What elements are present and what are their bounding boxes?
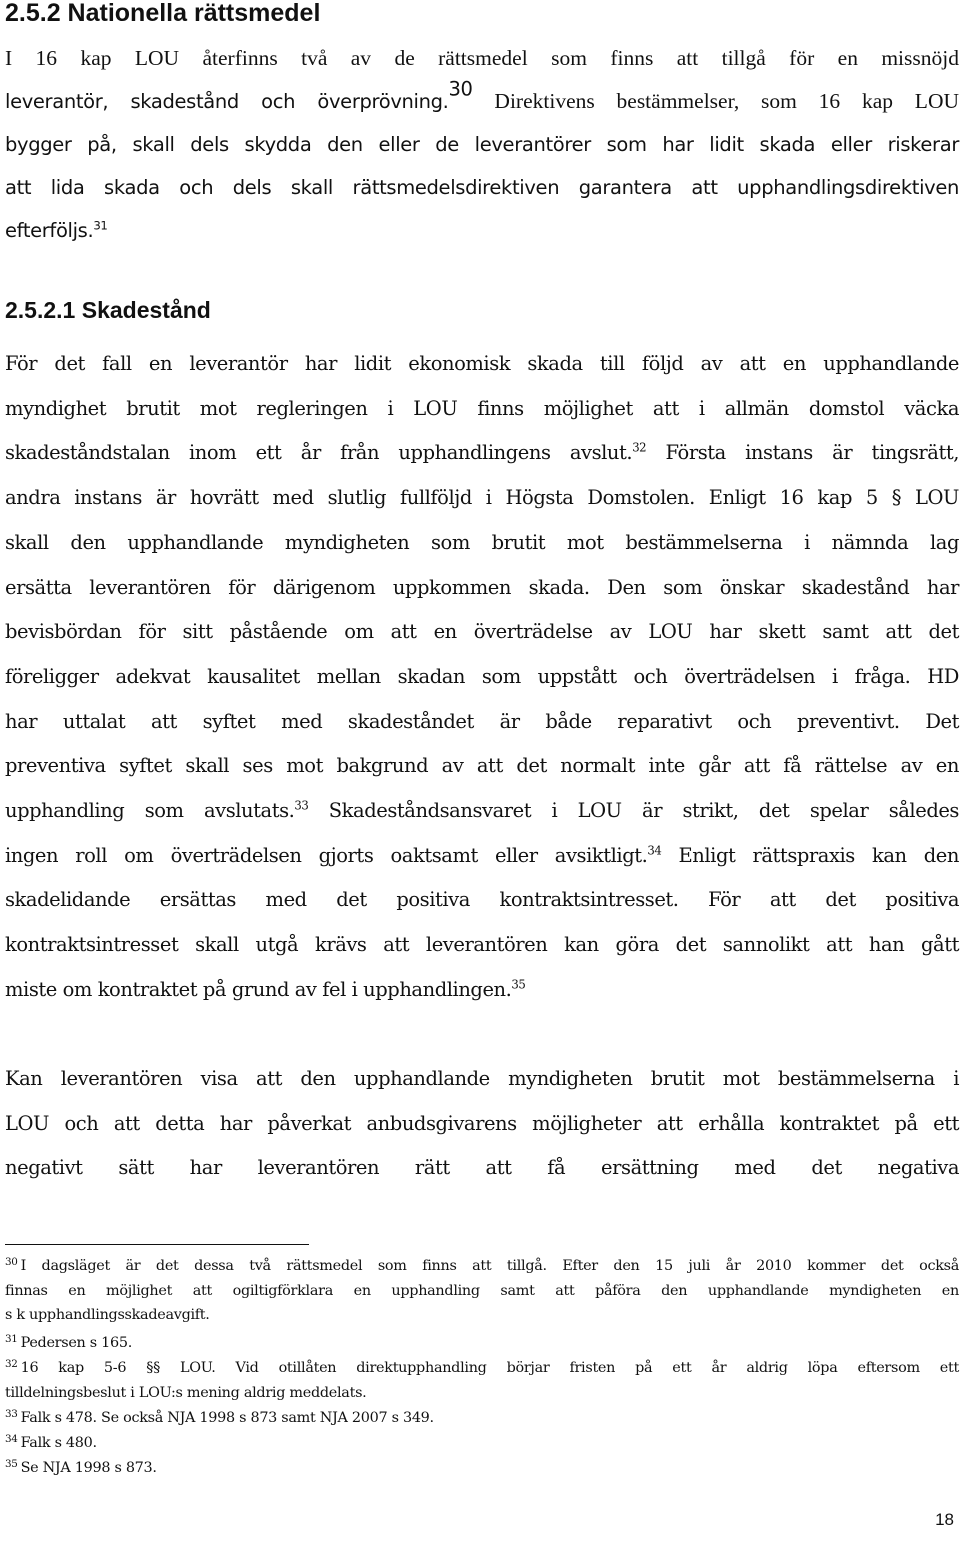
footnote-text: I dagsläget är det dessa två rättsmedel som finns att tillgå. Efter den 15 juli år 2010 kommer det också bbox=[20, 1258, 959, 1274]
footnote-ref-35[interactable]: 35 bbox=[511, 977, 526, 992]
subsection-heading: 2.5.2.1 Skadestånd bbox=[5, 297, 211, 323]
text-line: LOU och att detta har påverkat anbudsgivarens möjligheter att erhålla kontraktet på ett bbox=[5, 1111, 959, 1135]
footnote-31 bbox=[5, 1331, 959, 1356]
text-line: bevisbördan för sitt påstående om att en överträdelse av LOU har skett samt att det bbox=[5, 620, 959, 644]
text-line: andra instans är hovrätt med slutlig fullföljd i Högsta Domstolen. Enligt 16 kap 5 § LOU bbox=[5, 486, 959, 510]
text-line: bygger på, skall dels skydda den eller de leverantörer som har lidit skada eller riskerar bbox=[5, 133, 959, 156]
footnote-ref-31[interactable]: 31 bbox=[93, 218, 108, 233]
footnote-number: 35 bbox=[5, 1458, 18, 1471]
text-line bbox=[5, 77, 959, 123]
text-fragment: Enligt rättspraxis kan den bbox=[661, 843, 959, 867]
footnote-line bbox=[5, 1406, 959, 1431]
footnote-number: 30 bbox=[5, 1256, 18, 1269]
footnote-line bbox=[5, 1456, 959, 1481]
footnote-line bbox=[5, 1356, 959, 1381]
text-line bbox=[5, 789, 959, 834]
text-line: negativt sätt har leverantören rätt att få ersättning med det negativa bbox=[5, 1156, 959, 1180]
text-line: I 16 kap LOU återfinns två av de rättsmedel som finns att tillgå för en missnöjd bbox=[5, 46, 959, 70]
text-line: att lida skada och dels skall rättsmedelsdirektiven garantera att upphandlingsdirektiven bbox=[5, 176, 959, 199]
footnote-line bbox=[5, 1254, 959, 1279]
footnote-32 bbox=[5, 1356, 959, 1405]
text-fragment: ingen roll om överträdelsen gjorts oaktsamt eller avsiktligt. bbox=[5, 843, 648, 867]
footnote-ref-30[interactable]: 30 bbox=[448, 77, 473, 101]
text-fragment: Direktivens bestämmelser, som 16 kap LOU bbox=[472, 89, 959, 113]
page-number: 18 bbox=[935, 1510, 954, 1529]
text-line: har uttalat att syftet med skadeståndet är både reparativt och preventivt. Det bbox=[5, 709, 959, 733]
footnote-text: Se NJA 1998 s 873. bbox=[20, 1460, 157, 1476]
footnote-text: Pedersen s 165. bbox=[20, 1335, 132, 1351]
footnote-text: Falk s 480. bbox=[20, 1435, 97, 1451]
text-line bbox=[5, 431, 959, 476]
text-fragment: miste om kontraktet på grund av fel i upphandlingen. bbox=[5, 977, 512, 1001]
text-fragment: upphandling som avslutats. bbox=[5, 799, 295, 823]
paragraph-skadestand bbox=[5, 342, 959, 1013]
footnote-text: Falk s 478. Se också NJA 1998 s 873 samt NJA 2007 s 349. bbox=[20, 1410, 434, 1426]
footnote-text: 16 kap 5-6 §§ LOU. Vid otillåten direktupphandling börjar fristen på ett år aldrig löpa eftersom ett bbox=[20, 1360, 959, 1376]
text-fragment: leverantör, skadestånd och överprövning. bbox=[5, 90, 449, 113]
text-line: skall den upphandlande myndigheten som brutit mot bestämmelserna i nämnda lag bbox=[5, 530, 959, 554]
footnote-separator bbox=[5, 1244, 309, 1245]
footnote-line: tilldelningsbeslut i LOU:s mening aldrig meddelats. bbox=[5, 1384, 367, 1401]
text-line: Kan leverantören visa att den upphandlande myndigheten brutit mot bestämmelserna i bbox=[5, 1067, 959, 1090]
footnote-line: s k upphandlingsskadeavgift. bbox=[5, 1307, 210, 1324]
footnote-35 bbox=[5, 1456, 959, 1481]
text-line bbox=[5, 209, 959, 252]
footnote-33 bbox=[5, 1406, 959, 1431]
footnote-ref-33[interactable]: 33 bbox=[294, 798, 309, 813]
text-line: skadelidande ersättas med det positiva kontraktsintresset. För att det positiva bbox=[5, 888, 959, 912]
text-line: ersätta leverantören för därigenom uppkommen skada. Den som önskar skadestånd har bbox=[5, 575, 959, 599]
footnote-line bbox=[5, 1431, 959, 1456]
text-line bbox=[5, 834, 959, 879]
footnote-number: 32 bbox=[5, 1358, 18, 1371]
text-line: preventiva syftet skall ses mot bakgrund av att det normalt inte går att få rättelse av en bbox=[5, 754, 959, 778]
text-line: kontraktsintresset skall utgå krävs att leverantören kan göra det sannolikt att han gått bbox=[5, 933, 959, 957]
text-line: myndighet brutit mot regleringen i LOU finns möjlighet att i allmän domstol väcka bbox=[5, 396, 959, 420]
footnote-line bbox=[5, 1331, 959, 1356]
paragraph-negativa bbox=[5, 1057, 959, 1191]
section-heading: 2.5.2 Nationella rättsmedel bbox=[5, 0, 321, 27]
footnote-34 bbox=[5, 1431, 959, 1456]
text-fragment: Första instans är tingsrätt, bbox=[646, 441, 959, 465]
footnote-ref-34[interactable]: 34 bbox=[647, 843, 662, 858]
text-line: För det fall en leverantör har lidit ekonomisk skada till följd av att en upphandlande bbox=[5, 352, 959, 375]
text-line bbox=[5, 968, 959, 1013]
footnote-ref-32[interactable]: 32 bbox=[632, 440, 647, 455]
text-line: föreligger adekvat kausalitet mellan skadan som uppstått och överträdelsen i fråga. HD bbox=[5, 664, 959, 688]
footnote-30 bbox=[5, 1254, 959, 1328]
text-fragment: Skadeståndsansvaret i LOU är strikt, det spelar således bbox=[308, 799, 959, 823]
text-fragment: skadeståndstalan inom ett år från upphandlingens avslut. bbox=[5, 441, 633, 465]
text-fragment: efterföljs. bbox=[5, 219, 94, 242]
footnote-number: 33 bbox=[5, 1408, 18, 1421]
footnote-line: finnas en möjlighet att ogiltigförklara en upphandling samt att påföra den upphandlande myndigheten en bbox=[5, 1282, 959, 1299]
footnote-number: 34 bbox=[5, 1433, 18, 1446]
footnote-number: 31 bbox=[5, 1333, 18, 1346]
paragraph-rattsmedel bbox=[5, 37, 959, 252]
